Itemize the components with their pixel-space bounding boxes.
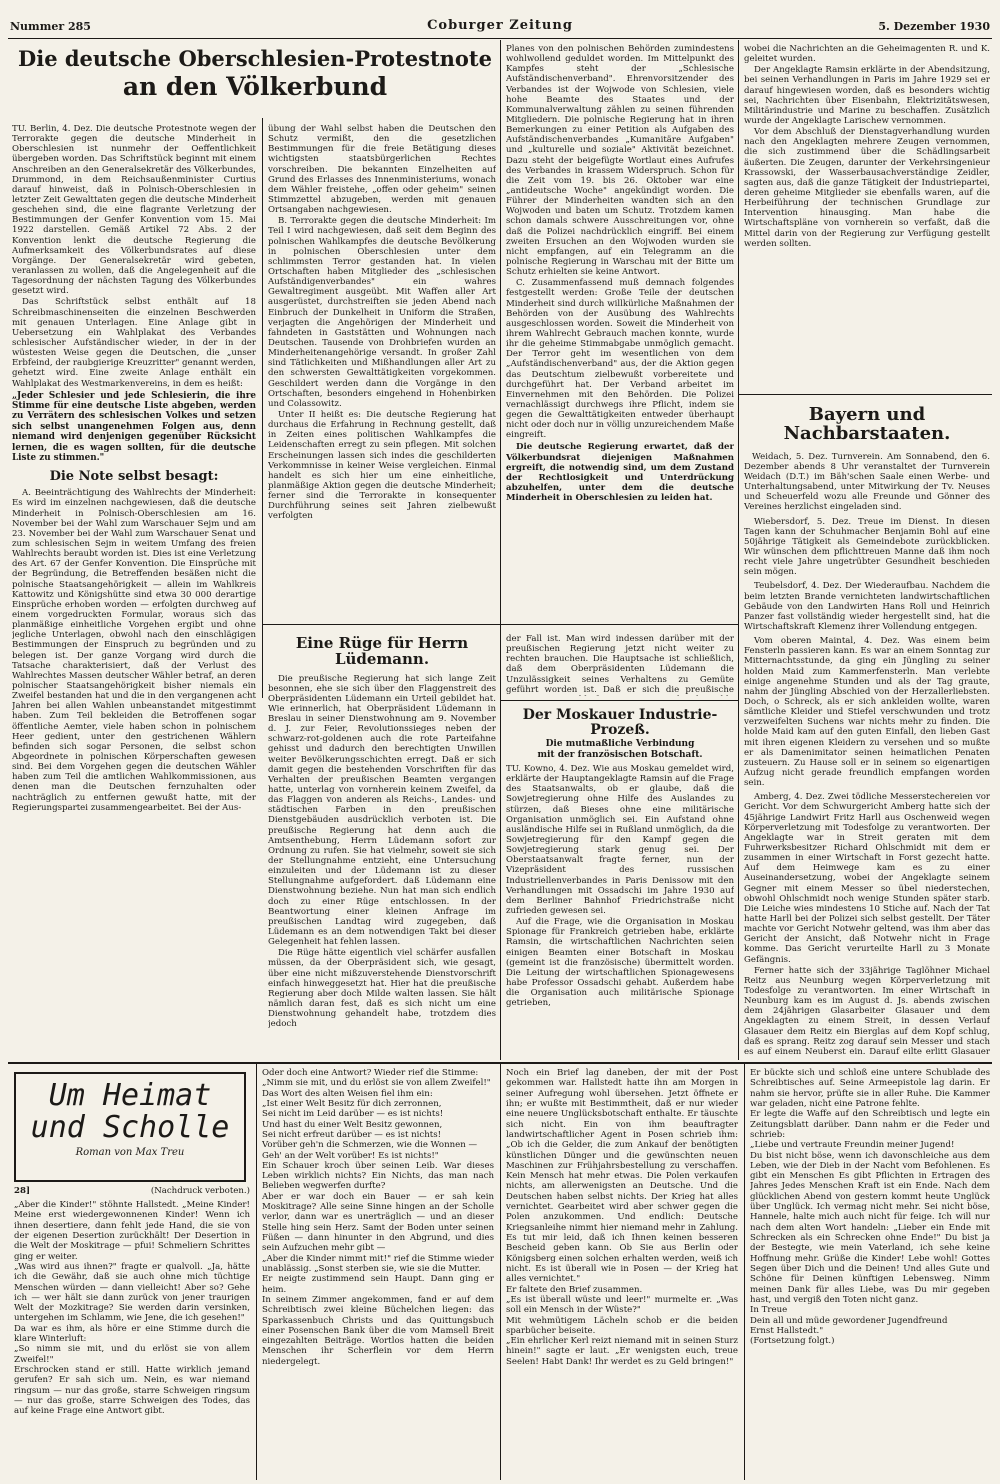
column-divider: [256, 1064, 257, 1480]
article-paragraph: TU. Kowno, 4. Dez. Wie aus Moskau gemeldet wird, erklärte der Hauptangeklagte Ramsin auf die Frage des Staatsanwalts, ob er glaube, daß die Sowjetregierung ohne Hilfe des Auslandes zu stürzen, daß Bieses ohne eine militärische Organisation unmöglich sei. Ein Aufstand ohne ausländische Hilfe sei in Rußland unmöglich, da die Sowjetregierung für den Kampf gegen die Sowjetregierung stark genug sei. Der Oberstaatsanwalt fragte ferner, nun der Vizepräsident des russischen Industriellenverbandes in Paris Denissow mit den Verhandlungen mit Ossadschi im Jahre 1930 auf dem Berliner Bahnhof Friedrichstraße nicht zufrieden gewesen sei.: [506, 764, 734, 917]
local-news-maintal: Vom oberen Maintal, 4. Dez. Was einem beim Fensterln passieren kann. Es war an einem Sonntag zur Mitternachtsstunde, da ging ein Jüngling zu seiner holden Maid zum Kammerfensterln. Man verlebte einige angenehme Stunden und als der Tag graute, nahm der Jüngling Abschied von der Herzallerliebsten. Doch, o Schreck, als er sich ankleiden wollte, waren sämtliche Kleider und Stiefel verschwunden und trotz verzweifelten Suchens war nichts mehr zu finden. Die holde Maid kam auf den guten Einfall, den lieben Gast mit ihren eigenen Kleidern zu versehen und so mußte er als Damenimitator seinen heimatlichen Penaten zusteuern. Zu Hause soll er in seinem so eigenartigen Aufzug nicht gerade freundlich empfangen worden sein.: [744, 636, 990, 789]
local-news-weidach: Weidach, 5. Dez. Turnverein. Am Sonnabend, den 6. Dezember abends 8 Uhr veranstaltet der Turnverein Weidach (D.T.) im Bäh'schen Saale einen Werbe- und Unterhaltungsabend, unter Mitwirkung der Tv. Neuses und Scheuerfeld wozu alle Freunde und Gönner des Vereines herzlichst eingeladen sind.: [744, 451, 990, 513]
novel-title-line-2: und Scholle: [30, 1109, 230, 1145]
novel-text: Oder doch eine Antwort? Wieder rief die Stimme: „Nimm sie mit, und du erlöst sie von allem Zweifel!" Das Wort des alten Weisen fiel ihm ein: „Ist einer Welt Besitz für dich zerronnen, Sei nicht im Leid darüber — es ist nichts! Und hast du einer Welt Besitz gewonnen, Sei nicht erfreut darüber — es ist nichts! Vorüber geh'n die Schmerzen, wie die Wonnen — Geh' an der Welt vorüber! Es ist nichts!" Ein Schauer kroch über seinen Leib. War dieses Leben wirklich nichts? Ein Nichts, das man nach Belieben wegwerfen durfte? Aber er war doch ein Bauer — er sah kein Moskitrage? Alle seine Sinne hingen an der Scholle verlor, dann war es unerträglich — und an dieser Stelle hing sein Herz. Samt der Boden unter seinen Füßen — dann hinunter in den Abgrund, und dies sein Aufzuchen mehr gibt — „Aber die Kinder nimmt mit!" rief die Stimme wieder unablässig. „Sonst sterben sie, wie sie die Mutter. Er neigte zustimmend sein Haupt. Dann ging er heim. In seinem Zimmer angekommen, fand er auf dem Schreibtisch zwei kleine Büchelchen liegen: das Sparkassenbuch Christs und das Quittungsbuch einer Posenschen Bank über die vom Mamsell Breit eingezahlten Beiträge. Wortlos hatten die beiden Menschen ihr Scherflein vor dem Herrn niedergelegt.: [262, 1068, 494, 1367]
novel-author: Roman von Max Treu: [75, 1147, 185, 1158]
novel-text: Er bückte sich und schloß eine untere Schublade des Schreibtisches auf. Seine Armeepistole lag darin. Er nahm sie hervor, prüfte sie in aller Ruhe. Die Kammer war geladen, nicht eine Patrone fehlte. Er legte die Waffe auf den Schreibtisch und legte ein Zeitungsblatt darüber. Dann nahm er die Feder und schrieb: „Liebe und vertraute Freundin meiner Jugend! Du bist nicht böse, wenn ich davonschleiche aus dem Leben, wie der Dieb in der Nacht vom Befohlenen. Es gibt ein Menschen Es gibt Pflichten in Ertragen des Jahres Jedes Menschen Kraft ist ein Ende. Nach dem glücklichen Abend von gestern kommt heute Unglück über Unglück. Ich vermag nicht mehr. Sei nicht böse, Hannele, halte mich auch nicht für feige. Ich will nur nach dem alten Wort handeln: „Lieber ein Ende mit Schrecken als ein Schrecken ohne Ende!" Du bist ja der Bestegte, wie mein Vaterland, ich sehe keine Hoffnung mehr. Grüße die Kinder! Lebe wohl! Gottes Segen über Dich und die Deinen! Und alles Gute und Schöne für Deinen künftigen Lebensweg. Nimm meinen Dank für alles Liebe, was Du mir gegeben hast, und vergiß den Toten nicht ganz. In Treue Dein all und müde gewordener Jugendfreund Ernst Hallstedt." (Fortsetzung folgt.): [750, 1068, 990, 1347]
bayern-section: [744, 400, 990, 1056]
article-paragraph: B. Terrorakte gegen die deutsche Minderheit: Im Teil I wird nachgewiesen, daß seit dem Beginn des polnischen Wahlkampfes die deutsche Bevölkerung in polnischen Oberschlesien unter dem schlimmsten Terror gestanden hat. In vielen Ortschaften haben Mitglieder des „schlesischen Aufständigenverbandes" ein wahres Gewaltregiment ausgeübt. Mit Waffen aller Art ausgerüstet, durchstreiften sie jeden Abend nach Einbruch der Dunkelheit in Uniform die Straßen, verjagten die Angehörigen der Minderheit und fahndeten in Gaststätten und Wohnungen nach Deutschen. Tausende von Drohbriefen wurden an Minderheitenangehörige versandt. In großer Zahl sind Tätlichkeiten und Mißhandlungen aller Art zu den schwersten Gewalttätigkeiten vorgekommen. Geschildert werden dann die Vorgänge in den Ortschaften, besonders eingehend in Hohenbirken und Colassowitz.: [268, 216, 496, 409]
column-divider: [738, 40, 739, 1060]
luedemann-article: [268, 630, 496, 1060]
issue-date: 5. Dezember 1930: [878, 20, 990, 33]
luedemann-continuation: [506, 634, 734, 696]
novel-text: „Aber die Kinder!" stöhnte Hallstedt. „Meine Kinder! Meine erst wiedergewonnenen Kinder! Wenn ich ihnen desertiere, dann fehlt jede Hand, die sie von der eigenen Desertion zurückhält! Der Desertion in die Welt der Moskitrage — pfui! Schmeliern Schrittes ging er weiter. „Was wird aus ihnen?" fragte er qualvoll. „Ja, hätte ich die Gewähr, daß sie auch ohne mich tüchtige Menschen würden — dann vielleicht! Aber so? Gehe ich — wer hält sie dann zurück von jener traurigen Welt der Mozkitrage? Sie werden darin versinken, untergehen im Schlamm, wie Jene, die ich gesehen!" Da war es ihm, als höre er eine Stimme durch die klare Winterluft: „So nimm sie mit, und du erlöst sie von allem Zweifel!" Erschrocken stand er still. Hatte wirklich jemand gerufen? Er sah sich um. Nein, es war niemand ringsum — nur das große, starre Schweigen ringsum — nur das große, starre Schweigen des Todes, das auf keine Frage eine Antwort gibt.: [14, 1200, 250, 1417]
novel-column-3: [506, 1068, 738, 1480]
section-rule: [500, 700, 738, 701]
article-paragraph: Planes von den polnischen Behörden zumindestens wohlwollend geduldet worden. Im Mittelpunkt des Kampfes steht der „Schlesische Aufständischenverband". Ehrenvorsitzender des Verbandes ist der Wojwode von Schlesien, viele hohe Beamte des Staates und der Kommunalverwaltung zählen zu seinen führenden Mitgliedern. Die polnische Regierung hat in ihren Bemerkungen zu einer Petition als Aufgaben des Aufständischenverbandes „Kumanitäre Aufgaben" und „kulturelle und soziale" Aktivität bezeichnet. Dazu steht der beigefügte Wortlaut eines Aufrufes des Verbandes in krassem Widerspruch. Schon für die Zeit vom 19. bis 26. Oktober war eine „antideutsche Woche" angekündigt worden. Die Führer der Minderheiten wandten sich an den Wojwoden und baten um Schutz. Trotzdem kamen schon damals schwere Ausschreitungen vor, ohne daß die Polizei nachdrücklich eingriff. Bei einem zweiten Ersuchen an den Wojwoden wurden sie nicht empfangen, auf ein Telegramm an die polnische Regierung in Warschau mit der Bitte um Schutz erhielten sie keine Antwort.: [506, 44, 734, 278]
article-subhead: Die Note selbst besagt:: [49, 469, 219, 485]
moskau-headline: Der Moskauer Industrie-Prozeß.: [522, 707, 718, 738]
novel-column-4: [750, 1068, 990, 1480]
luedemann-headline: Eine Rüge für Herrn Lüdemann.: [295, 634, 469, 668]
article-paragraph: TU. Berlin, 4. Dez. Die deutsche Protestnote wegen der Terrorakte gegen die deutsche Minderheit in Oberschlesien ist nunmehr der Oeffentlichkeit übergeben worden. Das Schriftstück beginnt mit einem Anschreiben an den Generalsekretär des Völkerbundes, Drummond, in dem Reichsaußenminister Curtius darauf hinweist, daß in Polnisch-Oberschlesien in letzter Zeit Gewalttaten gegen die deutsche Minderheit geschehen sind, die eine flagrante Verletzung der Bestimmungen der Genfer Konvention vom 15. Mai 1922 darstellen. Gemäß Artikel 72 Abs. 2 der Konvention lenkt die deutsche Regierung die Aufmerksamkeit des Völkerbundsrates auf diese Vorgänge. Der Generalsekretär wird gebeten, veranlassen zu wollen, daß die Angelegenheit auf die Tagesordnung der nächsten Tagung des Völkerbundes gesetzt wird.: [12, 124, 256, 297]
local-news-amberg-2: Ferner hatte sich der 33jährige Taglöhner Michael Reitz aus Neunburg wegen Körperverletzung mit Todesfolge zu verantworten. Im einer Wirtschaft in Neunburg kam es im August d. Js. abends zwischen dem 24jährigen Glasarbeiter Glasauer und dem Angeklagten zu einem Streit, in dessen Verlauf Glasauer dem Reitz ein Bierglas auf dem Kopf schlug, daß es sprang. Reitz zog darauf sein Messer und stach es auf einem Neuberst ein. Darauf eilte erlitt Glasauer: [744, 965, 990, 1056]
article-paragraph: der Fall ist. Man wird indessen darüber mit der preußischen Regierung jetzt nicht weiter zu rechten brauchen. Die Hauptsache ist schließlich, daß dem Oberpräsidenten Lüdemann die Unzulässigkeit seines Verhaltens zu Gemüte geführt worden ist. Daß er sich die preußische: [506, 634, 734, 695]
moskau-subhead-1: Die mutmaßliche Verbindung: [545, 739, 695, 750]
novel-installment: 28]: [14, 1186, 31, 1196]
column-4-top: [744, 44, 990, 390]
novel-column-1: [14, 1200, 250, 1480]
column-divider: [500, 1064, 501, 1480]
newspaper-title: Coburger Zeitung: [427, 18, 573, 33]
bayern-headline: Bayern und Nachbarstaaten.: [783, 404, 951, 444]
issue-number: Nummer 285: [10, 20, 91, 33]
column-divider: [500, 40, 501, 1060]
article-paragraph: Die Rüge hätte eigentlich viel schärfer ausfallen müssen, da der Oberpräsident sich, wie gesagt, über eine nicht mißzuverstehende Dienstvorschrift einfach hinweggesetzt hat. Hier hat die preußische Regierung aber doch Milde walten lassen. Sie hält nämlich daran fest, daß es sich nicht um eine Dienstwohnung gehandelt habe, trotzdem dies jedoch: [268, 948, 496, 1030]
novel-column-2: [262, 1068, 494, 1480]
article-quote: „Jeder Schlesier und jede Schlesierin, die ihre Stimme für eine deutsche Liste abgeben, werden zu Verrätern des schlesischen Volkes und setzen sich selbst unangenehmen Folgen aus, denn niemand wird denjenigen gegenüber Rücksicht lernen, die es wagen sollten, für die deutsche Liste zu stimmen.": [12, 390, 256, 463]
article-paragraph: Der Angeklagte Ramsin erklärte in der Abendsitzung, bei seinen Verhandlungen in Paris im Jahre 1929 sei er darauf hingewiesen worden, daß es besonders wichtig sei, Nachrichten über Eisenbahn, Elektrizitätswesen, Militärindustrie und Marine zu beschaffen. Zusätzlich wurde der Angeklagte Larischew vernommen.: [744, 65, 990, 126]
novel-text: Noch ein Brief lag daneben, der mit der Post gekommen war. Hallstedt hatte ihn am Morgen in seiner Aufregung wohl übersehen. Jetzt öffnete er ihn; er wußte mit Bestimmtheit, daß er nur wieder eine neuere Unglücksbotschaft enthalte. Er täuschte sich nicht. Ein von ihm beauftragter landwirtschaftlicher Agent in Posen schrieb ihm: „Ob ich die Gelder, die zum Ankauf der benötigten künstlichen Dünger und die gewünschten neuen Maschinen zur Frühjahrsbestellung zu verschaffen. Kein Mensch hat mehr etwas. Die Polen verkaufen nichts, am allerwenigsten an Deutsche. Und die Deutschen haben selbst nichts. Der Krieg hat alles vernichtet. Gearbeitet wird aber schwer gegen die Polen anzukommen. Und endlich: Deutsche Kriegsanleihe nimmt hier niemand mehr in Zahlung. Es tut mir leid, daß ich Ihnen keinen besseren Bescheid geben kann. Ob Sie aus Berlin oder Königsberg einen solchen erhalten werden, weiß ich nicht. Es ist überall wie in Posen — der Krieg hat alles vernichtet." Er faltete den Brief zusammen. „Es ist überall wüste und leer!" murmelte er. „Was soll ein Mensch in der Wüste?" Mit wehmütigem Lächeln schob er die beiden sparbücher beiseite. „Ein ehrlicher Kerl reizt niemand mit in seinen Sturz hinein!" sagte er laut. „Er wenigsten euch, treue Seelen! Habt Dank! Ihr werdet es zu Geld bringen!": [506, 1068, 738, 1367]
article-column-3: [506, 44, 734, 634]
article-paragraph: Unter II heißt es: Die deutsche Regierung hat durchaus die Erfahrung in Rechnung gestellt, daß in Zeiten eines politischen Wahlkampfes die Leidenschaften erregt zu sein pflegen. Mit solchen Erscheinungen lassen sich indes die geschilderten Verkommnisse in keiner Weise vergleichen. Einmal handelt es sich hier um eine einheitliche, planmäßige Aktion gegen die deutsche Minderheit; ferner sind die Terrorakte in konsequenter Durchführung seines seit Jahren zielbewußt verfolgten: [268, 409, 496, 522]
novel-title-box: [14, 1072, 246, 1182]
novel-title-line-1: Um Heimat: [48, 1078, 212, 1113]
column-divider: [262, 118, 263, 698]
article-paragraph: C. Zusammenfassend muß demnach folgendes festgestellt werden: Große Teile der deutschen Minderheit sind durch willkürliche Maßnahmen der Behörden von der Ausübung des Wahlrechts ausgeschlossen worden. Soweit die Minderheit von ihrem Wahlrecht Gebrauch machen konnte, wurde ihr die geheime Stimmabgabe unmöglich gemacht. Der Terror geht im wesentlichen von dem „Aufständischenverband" aus, der die Aktion gegen das Deutschtum zielbewußt vorbereitete und durchgeführt hat. Der Verband arbeitet im Einvernehmen mit den Behörden. Die Polizei vernachlässigt durchwegs ihre Pflicht, indem sie gegen die Gewalttätigkeiten entweder überhaupt nicht oder doch nur in völlig unzureichendem Maße eingreift.: [506, 278, 734, 441]
section-rule: [738, 394, 992, 395]
article-column-1: [12, 124, 256, 1054]
article-paragraph: Auf die Frage, wie die Organisation in Moskau Spionage für Frankreich getrieben habe, erklärte Ramsin, die wirtschaftlichen Nachrichten seien einigen Beamten einer Botschaft in Moskau (gemeint ist die französische) übermittelt worden. Die Leitung der wirtschaftlichen Spionagewesens habe Professor Ossadschi gehabt. Außerdem habe die Organisation auch militärische Spionage getrieben,: [506, 917, 734, 1009]
section-rule: [262, 624, 738, 625]
article-paragraph: übung der Wahl selbst haben die Deutschen den Schutz vermißt, den die gesetzlichen Bestimmungen für die freie Betätigung dieses wichtigsten staatsbürgerlichen Rechtes vorschreiben. Die bekannten Einzelheiten auf Grund des Erlasses des Innenministeriums, wonach dem Wähler freistehe, „offen oder geheim" seinen Stimmzettel abzugeben, werden mit genauen Ortsangaben nachgewiesen.: [268, 124, 496, 216]
article-column-2: [268, 124, 496, 704]
article-paragraph: Das Schriftstück selbst enthält auf 18 Schreibmaschinenseiten die einzelnen Beschwerden mit genauen Unterlagen. Eine Anlage gibt in Uebersetzung ein Wahlplakat des Verbandes schlesischer Aufständischer wieder, in der in der wüstesten Weise gegen die Deutschen, die „unser Erbfeind, der raubgierige Kreuzritter" genannt werden, gehetzt wird. Eine zweite Anlage enthält ein Wahlplakat des Westmarkenvereins, in dem es heißt:: [12, 297, 256, 389]
moskau-subhead-2: mit der französischen Botschaft.: [537, 749, 703, 760]
article-paragraph: A. Beeinträchtigung des Wahlrechts der Minderheit: Es wird im einzelnen nachgewiesen, daß die deutsche Minderheit in Polnisch-Oberschlesien am 16. November bei der Wahl zum Warschauer Sejm und am 23. November bei der Wahl zum Warschauer Senat und zum schlesischen Sejm in weitem Umfang des freien Wahlrechts beraubt worden ist. Dies ist eine Verletzung des Art. 67 der Genfer Konvention. Die Einsprüche mit der Begründung, die Betreffenden besäßen nicht die polnische Staatsangehörigkeit — allein im Wahlkreis Kattowitz und Königshütte sind etwa 30 000 derartige Einsprüche erhoben worden — erfolgten durchweg auf einem vorgedruckten Formular, woraus sich das planmäßige einheitliche Vorgehen ergibt und ohne jegliche Unterlagen, obwohl nach den einschlägigen Bestimmungen der Einspruch zu begründen und zu belegen ist. Der ganze Vorgang wird durch die Tatsache charakterisiert, daß der Verlust des Wahlrechtes Massen deutscher Wähler betraf, an deren polnischer Staatsangehörigkeit bisher niemals ein Zweifel bestanden hat und die in den vergangenen acht Jahren bei allen Wahlen unbeanstandet mitgestimmt haben. Zum Teil bekleiden die Betroffenen sogar öffentliche Aemter, viele haben schon in polnischem Heer gedient, unter den gestrichenen Wählern befinden sich sogar Personen, die selbst schon Abgeordnete in polnischen Körperschaften gewesen sind. Bei dem Vorgehen gegen die deutschen Wähler haben zum Teil die amtlichen Wahlkommissionen, aus denen man die Deutschen fernzuhalten oder nachträglich zu entfernen gewußt hatte, mit der Regierungspartei zusammengearbeitet. Bei der Aus-: [12, 488, 256, 813]
article-paragraph: Die preußische Regierung hat sich lange Zeit besonnen, ehe sie sich über den Flaggenstreit des Oberpräsidenten Lüdemann ein Urteil gebildet hat. Wie erinnerlich, hat Oberpräsident Lüdemann in Breslau in seiner Dienstwohnung am 9. November d. J. zur Feier, Revolutionssieges neben der schwarz-rot-goldenen auch die rote Parteifahne gehisst und dadurch den berechtigten Unwillen weiter Bevölkerungsschichten erregt. Daß er sich damit gegen die bestehenden Vorschriften für das Verhalten der preußischen Beamten vergangen hatte, unterlag von vornherein keinem Zweifel, da das Flaggen von anderen als Reichs-, Landes- und städtischen Farben in den preußischen Dienstgebäuden ausdrücklich verboten ist. Die preußische Regierung hat denn auch die Amtsenthebung, Herrn Lüdemann sofort zur Ordnung zu rufen. Sie hat vielmehr, soweit sie sich der Stellungnahme entzieht, eine Untersuchung einzuleiten und der Lüdemann ist zu dieser Stellungnahme aufgefordert. daß Lüdemann eine Dienstwohnung beziehe. Nun hat man sich endlich doch zu einer Rüge entschlossen. In der Beantwortung einer kleinen Anfrage im preußischen Landtag wird zugegeben, daß Lüdemann es an dem notwendigen Takt bei dieser Gelegenheit hat fehlen lassen.: [268, 673, 496, 948]
local-news-amberg: Amberg, 4. Dez. Zwei tödliche Messerstechereien vor Gericht. Vor dem Schwurgericht Amberg hatte sich der 45jährige Landwirt Fritz Harll aus Oschenweid wegen Körperverletzung mit Todesfolge zu verantworten. Der Angeklagte war in Streit geraten mit dem Fuhrwerksbesitzer Richard Ohlschmidt mit dem er zusammen in einer Wirtschaft in Forst gezecht hatte. Auf dem Heimwege kam es zu einer Auseinandersetzung, wobei der Angeklagte seinem Gegner mit einem Messer so übel niederstechen, obwohl Ohlschmidt noch wenige Stunden später starb. Die Leiche wies mindestens 10 Stiche auf. Nach der Tat hatte Harll bei der Polizei sich selbst gestellt. Der Täter machte vor Gericht Notwehr geltend, was ihm aber das Gericht der Ansicht, daß Notwehr nicht in Frage komme. Das Gericht verurteilte Harll zu 3 Monate Gefängnis.: [744, 792, 990, 965]
article-closing: Die deutsche Regierung erwartet, daß der Völkerbundsrat diejenigen Maßnahmen ergreift, die notwendig sind, um dem Zustand der Rechtlosigkeit und Unterdrückung abzuhelfen, unter dem die deutsche Minderheit in Oberschlesien zu leiden hat.: [506, 442, 734, 504]
local-news-wiebersdorf: Wiebersdorf, 5. Dez. Treue im Dienst. In diesen Tagen kann der Schuhmacher Benjamin Bohl auf eine 50jährige Tätigkeit als Gemeindebote zurückblicken. Wir wünschen dem pflichttreuen Manne daß ihm noch recht viele Jahre ungetrübter Gesundheit beschieden sein mögen.: [744, 516, 990, 578]
column-divider: [744, 1064, 745, 1480]
masthead-rule: [8, 38, 992, 39]
article-paragraph: Vor dem Abschluß der Dienstagverhandlung wurden nach den Angeklagten mehrere Zeugen vernommen, die sich zustimmend über die Schädlingsarbeit äußerten. Die Zeugen, darunter der Verkehrsingenieur Krassowski, der Wasserbausachverständige Zeidler, sagten aus, daß die ganze Tätigkeit der Industriepartei, deren geheime Mitglieder sie ebenfalls waren, auf die Herbeiführung der technischen Grundlage zur Intervention hinausging. Man habe die Wirtschaftspläne von vornherein so verfaßt, daß die Mittel darin von der Regierung zur Verfügung gestellt werden sollten.: [744, 127, 990, 249]
novel-reprint-notice: (Nachdruck verboten.): [150, 1186, 250, 1196]
moskau-article: [506, 704, 734, 1056]
article-paragraph: wobei die Nachrichten an die Geheimagenten R. und K. geleitet wurden.: [744, 44, 990, 65]
article-headline: Die deutsche Oberschlesien-Protestnote an den Völkerbund: [18, 48, 492, 102]
local-news-teubelsdorf: Teubelsdorf, 4. Dez. Der Wiederaufbau. Nachdem die beim letzten Brande vernichteten landwirtschaftlichen Gebäude von den Landwirten Hans Roll und Heinrich Panzer fast vollständig wieder hergestellt sind, hat die Wirtschaftskraft Klemenz ihrer Vollendung entgegen.: [744, 581, 990, 633]
